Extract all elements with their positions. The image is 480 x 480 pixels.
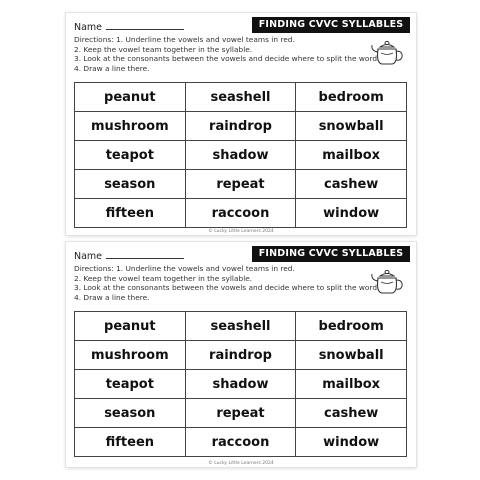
word-grid — [74, 82, 407, 228]
direction-line: 4. Draw a line there. — [74, 63, 150, 73]
word-cell[interactable]: mushroom — [75, 341, 186, 370]
worksheet-bottom — [66, 242, 416, 467]
word-cell[interactable]: fifteen — [75, 428, 186, 457]
worksheet-title: FINDING CVVC SYLLABLES — [252, 246, 410, 262]
word-cell[interactable]: cashew — [296, 170, 407, 199]
name-line[interactable] — [106, 20, 184, 30]
word-cell[interactable]: window — [296, 428, 407, 457]
word-cell[interactable]: peanut — [75, 312, 186, 341]
worksheet-title: FINDING CVVC SYLLABLES — [252, 17, 410, 33]
name-label: Name — [74, 22, 103, 33]
table-row — [75, 428, 407, 457]
word-cell[interactable]: raindrop — [185, 112, 296, 141]
word-cell[interactable]: raccoon — [185, 199, 296, 228]
word-cell[interactable]: shadow — [185, 141, 296, 170]
name-line[interactable] — [106, 249, 184, 259]
word-cell[interactable]: snowball — [296, 341, 407, 370]
directions — [74, 264, 380, 302]
word-cell[interactable]: seashell — [185, 83, 296, 112]
word-cell[interactable]: repeat — [185, 170, 296, 199]
table-row — [75, 312, 407, 341]
word-cell[interactable]: fifteen — [75, 199, 186, 228]
word-cell[interactable]: raindrop — [185, 341, 296, 370]
copyright-footer: © Lucky Little Learners 2024 — [208, 461, 274, 466]
worksheet-top — [66, 13, 416, 235]
direction-line: Directions: 1. Underline the vowels and vowel teams in red. — [74, 35, 295, 44]
word-cell[interactable]: peanut — [75, 83, 186, 112]
table-row — [75, 141, 407, 170]
word-cell[interactable]: mailbox — [296, 141, 407, 170]
teapot-icon — [370, 37, 406, 69]
word-cell[interactable]: mushroom — [75, 112, 186, 141]
word-cell[interactable]: cashew — [296, 399, 407, 428]
table-row — [75, 399, 407, 428]
word-cell[interactable]: bedroom — [296, 312, 407, 341]
word-cell[interactable]: snowball — [296, 112, 407, 141]
table-row — [75, 112, 407, 141]
direction-line: 4. Draw a line there. — [74, 292, 150, 302]
copyright-footer: © Lucky Little Learners 2024 — [208, 229, 274, 234]
direction-line: 2. Keep the vowel team together in the syllable. — [74, 44, 253, 54]
table-row — [75, 83, 407, 112]
table-row — [75, 170, 407, 199]
table-row — [75, 199, 407, 228]
word-cell[interactable]: season — [75, 399, 186, 428]
word-cell[interactable]: window — [296, 199, 407, 228]
name-field[interactable] — [74, 20, 184, 33]
name-label: Name — [74, 251, 103, 262]
direction-line: Directions: 1. Underline the vowels and vowel teams in red. — [74, 264, 295, 273]
word-cell[interactable]: repeat — [185, 399, 296, 428]
name-field[interactable] — [74, 249, 184, 262]
table-row — [75, 370, 407, 399]
word-cell[interactable]: shadow — [185, 370, 296, 399]
direction-line: 3. Look at the consonants between the vowels and decide where to split the word. — [74, 54, 380, 64]
word-cell[interactable]: season — [75, 170, 186, 199]
word-cell[interactable]: mailbox — [296, 370, 407, 399]
directions — [74, 35, 380, 73]
word-cell[interactable]: seashell — [185, 312, 296, 341]
word-cell[interactable]: teapot — [75, 141, 186, 170]
word-grid — [74, 311, 407, 457]
direction-line: 3. Look at the consonants between the vowels and decide where to split the word. — [74, 283, 380, 293]
teapot-icon — [370, 266, 406, 298]
direction-line: 2. Keep the vowel team together in the syllable. — [74, 273, 253, 283]
word-cell[interactable]: raccoon — [185, 428, 296, 457]
table-row — [75, 341, 407, 370]
word-cell[interactable]: teapot — [75, 370, 186, 399]
word-cell[interactable]: bedroom — [296, 83, 407, 112]
